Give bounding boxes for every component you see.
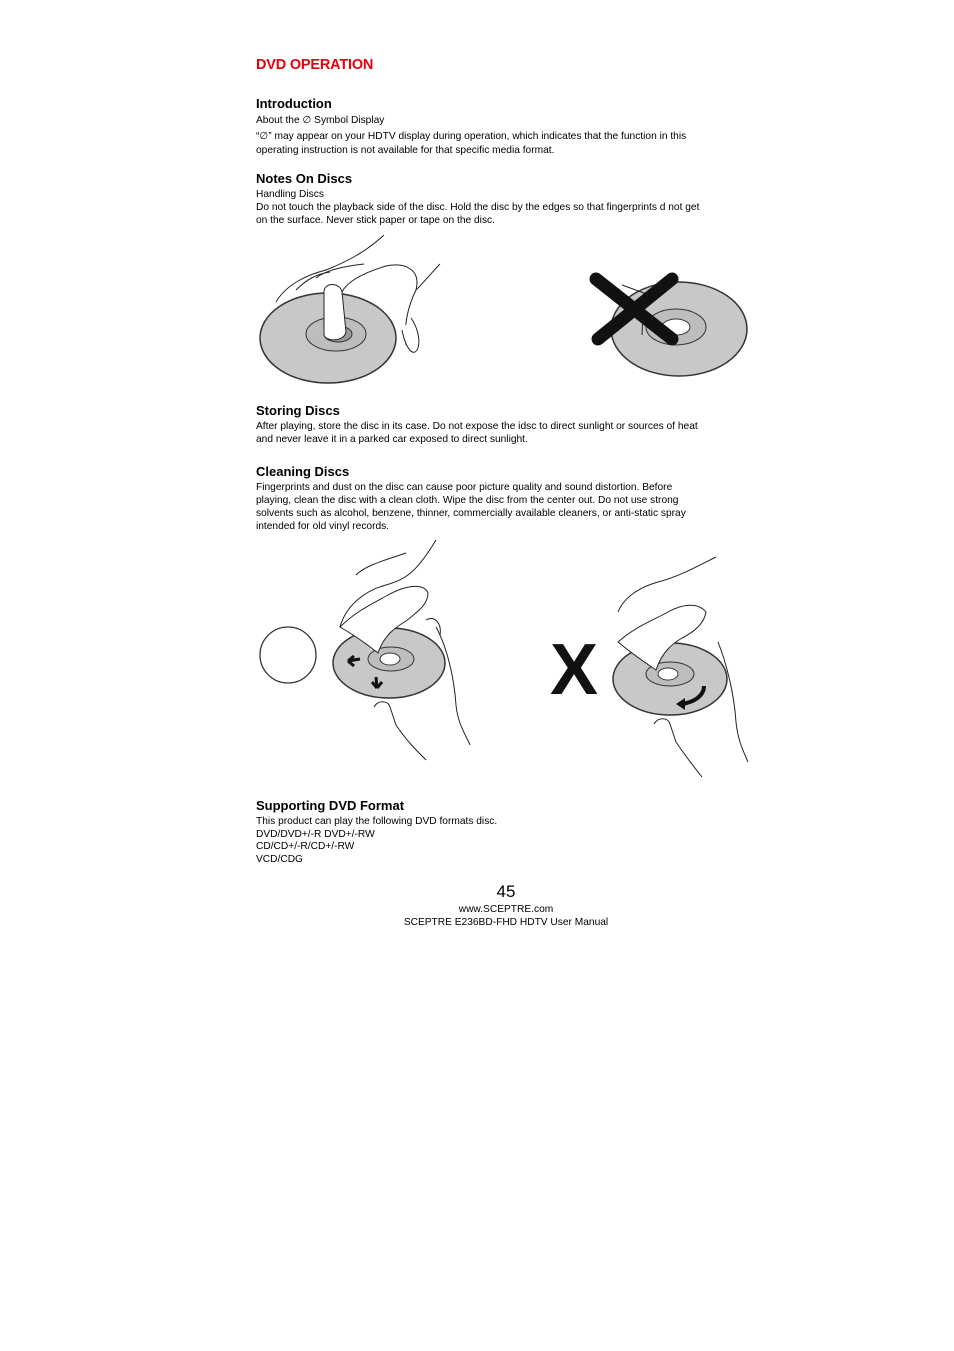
cleaning-body-line-3: solvents such as alcohol, benzene, thinner, commercially available cleaners, or anti-static spray [256, 508, 686, 519]
disc-cleaning-wrong-illustration [548, 552, 753, 782]
page-number: 45 [496, 882, 516, 901]
disc-cleaning-correct-illustration [256, 535, 476, 765]
intro-body-line-2: operating instruction is not available for that specific media format. [256, 145, 555, 156]
section-heading-supporting-dvd-format: Supporting DVD Format [256, 798, 405, 813]
cleaning-body-line-4: intended for old vinyl records. [256, 521, 390, 532]
section-heading-cleaning-discs: Cleaning Discs [256, 464, 350, 479]
footer-website: www.SCEPTRE.com [458, 904, 554, 915]
storing-body-line-2: and never leave it in a parked car exposed to direct sunlight. [256, 434, 528, 445]
section-heading-introduction: Introduction [256, 96, 332, 111]
wrong-mark-label: X [550, 630, 599, 710]
disc-handling-wrong-illustration [584, 265, 754, 385]
correct-mark-circle [260, 627, 316, 683]
section-heading-notes-on-discs: Notes On Discs [256, 171, 353, 186]
section-heading-storing-discs: Storing Discs [256, 403, 340, 418]
format-item: DVD/DVD+/-R DVD+/-RW [256, 829, 375, 840]
cleaning-body-line-1: Fingerprints and dust on the disc can cause poor picture quality and sound distortion. Before [256, 482, 673, 493]
notes-body-line-2: on the surface. Never stick paper or tape on the disc. [256, 215, 495, 226]
footer-manual-title: SCEPTRE E236BD-FHD HDTV User Manual [403, 917, 609, 928]
storing-body-line-1: After playing, store the disc in its case. Do not expose the idsc to direct sunlight or sources of heat [256, 421, 698, 432]
intro-subheading: About the ∅ Symbol Display [256, 115, 385, 126]
format-item: CD/CD+/-R/CD+/-RW [256, 841, 355, 852]
page-title: DVD OPERATION [256, 57, 374, 73]
formats-intro: This product can play the following DVD formats disc. [256, 816, 498, 827]
notes-body-line-1: Do not touch the playback side of the disc. Hold the disc by the edges so that fingerprints d not get [256, 202, 700, 213]
format-item: VCD/CDG [256, 854, 303, 865]
notes-subheading: Handling Discs [256, 189, 324, 200]
disc-handling-correct-illustration [256, 230, 456, 390]
cleaning-body-line-2: playing, clean the disc with a clean cloth. Wipe the disc from the center out. Do not use strong [256, 495, 679, 506]
intro-body-line-1: “∅” may appear on your HDTV display during operation, which indicates that the function in this [256, 131, 687, 142]
